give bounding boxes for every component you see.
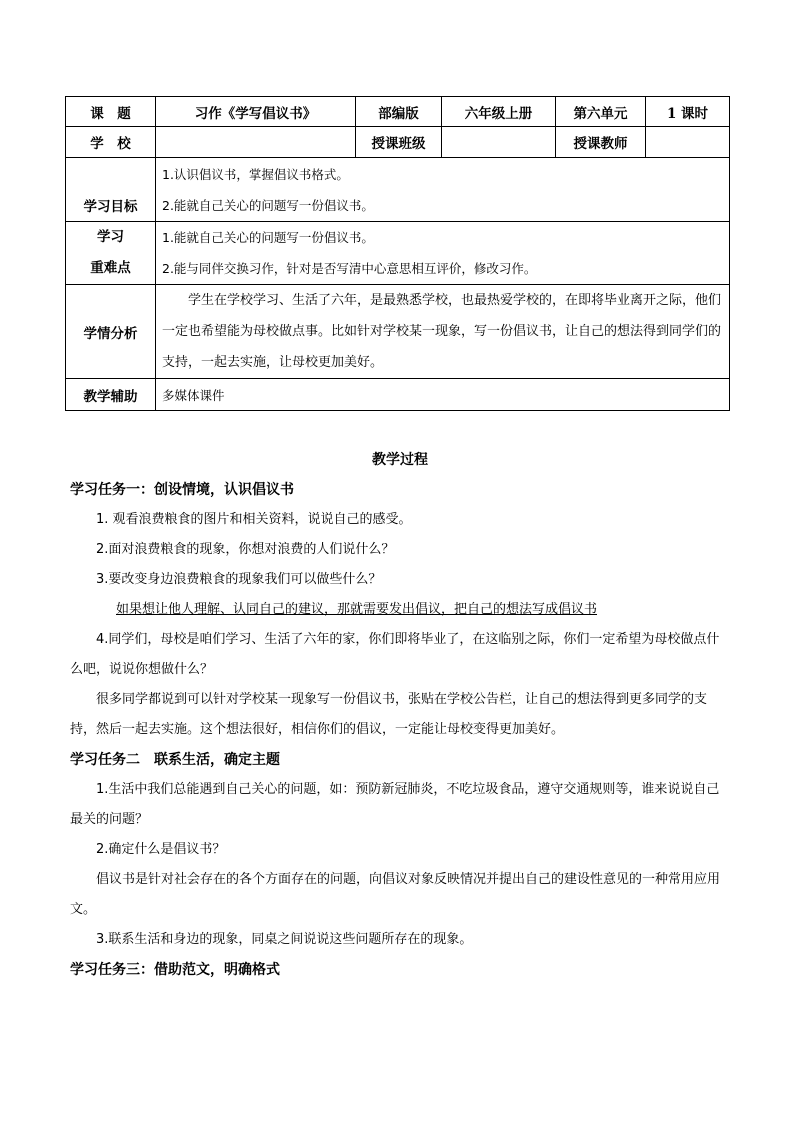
analysis-content: [156, 285, 730, 379]
topic-label: 课 题: [66, 97, 156, 127]
class-label: 授课班级: [356, 127, 442, 158]
goals-label: 学习目标: [66, 158, 156, 222]
key-point-item: 1.能就自己关心的问题写一份倡议书。: [162, 230, 374, 245]
teaching-process: [70, 445, 730, 985]
edition: 部编版: [356, 97, 442, 127]
period: 1 课时: [646, 97, 730, 127]
class-value: [442, 127, 556, 158]
process-title: 教学过程: [372, 452, 428, 468]
analysis-text: 学生在学校学习、生活了六年，是最熟悉学校，也最热爱学校的，在即将毕业离开之际，他们一定也希望能为母校做点事。比如针对学校某一现象，写一份倡议书，让自己的想法得到同学们的支持，一起去实施，让母校更加美好。: [162, 293, 722, 370]
task1-item4: 4.同学们，母校是咱们学习、生活了六年的家，你们即将毕业了，在这临别之际，你们一定希望为母校做点什么吧，说说你想做什么？: [70, 632, 720, 677]
task2-item3: 3.联系生活和身边的现象，同桌之间说说这些问题所存在的现象。: [96, 932, 473, 947]
goal-item: 1.认识倡议书，掌握倡议书格式。: [162, 166, 349, 182]
task1-item: 2.面对浪费粮食的现象，你想对浪费的人们说什么？: [96, 542, 395, 557]
unit: 第六单元: [556, 97, 646, 127]
task1-underlined-note: 如果想让他人理解、认同自己的建议，那就需要发出倡议，把自己的想法写成倡议书: [116, 602, 598, 617]
school-label: 学 校: [66, 127, 156, 158]
task1-heading: 学习任务一：创设情境，认识倡议书: [70, 482, 294, 498]
teacher-label: 授课教师: [556, 127, 646, 158]
task1-item: 3.要改变身边浪费粮食的现象我们可以做些什么？: [96, 572, 382, 587]
task2-item1: 1.生活中我们总能遇到自己关心的问题，如：预防新冠肺炎，不吃垃圾食品，遵守交通规则等，谁来说说自己最关的问题？: [70, 782, 720, 827]
key-points-label-line2: 重难点: [90, 260, 131, 276]
task2-item2: 2.确定什么是倡议书？: [96, 842, 226, 857]
row-analysis: [66, 285, 730, 379]
key-points-label-line1: 学习: [97, 229, 124, 245]
row-school: [66, 127, 730, 158]
row-goals: [66, 158, 730, 222]
task2-heading: 学习任务二 联系生活，确定主题: [70, 752, 280, 768]
key-point-item: 2.能与同伴交换习作，针对是否写清中心意思相互评价，修改习作。: [162, 261, 537, 276]
grade: 六年级上册: [442, 97, 556, 127]
lesson-info-table: [65, 96, 730, 411]
key-points-label: [66, 222, 156, 285]
aids-label: 教学辅助: [66, 379, 156, 411]
school-value: [156, 127, 356, 158]
task1-paragraph: 很多同学都说到可以针对学校某一现象写一份倡议书，张贴在学校公告栏，让自己的想法得到更多同学的支持，然后一起去实施。这个想法很好，相信你们的倡议，一定能让母校变得更加美好。: [70, 692, 708, 737]
teacher-value: [646, 127, 730, 158]
task2-definition: 倡议书是针对社会存在的各个方面存在的问题，向倡议对象反映情况并提出自己的建设性意见的一种常用应用文。: [70, 872, 721, 917]
task3-heading: 学习任务三：借助范文，明确格式: [70, 962, 280, 978]
row-key-points: [66, 222, 730, 285]
aids-value: 多媒体课件: [156, 379, 730, 411]
row-topic: [66, 97, 730, 127]
topic-title: 习作《学写倡议书》: [156, 97, 356, 127]
key-points-content: [156, 222, 730, 285]
task1-item: 1. 观看浪费粮食的图片和相关资料，说说自己的感受。: [96, 512, 412, 527]
goal-item: 2.能就自己关心的问题写一份倡议书。: [162, 197, 374, 213]
goals-content: [156, 158, 730, 222]
analysis-label: 学情分析: [66, 285, 156, 379]
row-aids: [66, 379, 730, 411]
